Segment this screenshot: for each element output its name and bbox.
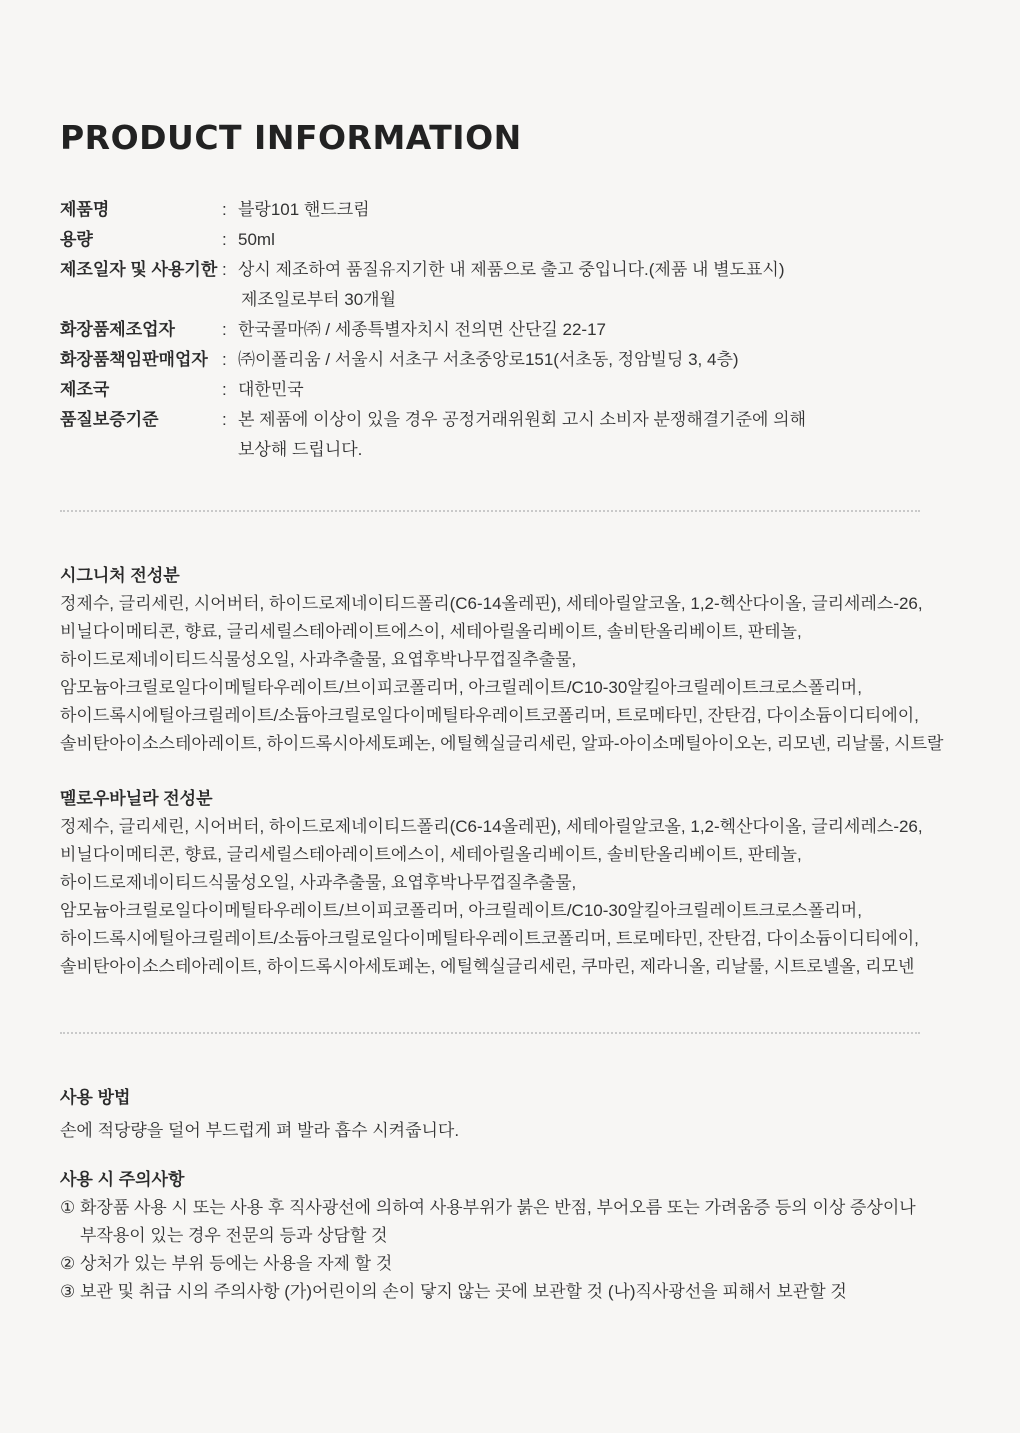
ingredient-line: 암모늄아크릴로일다이메틸타우레이트/브이피코폴리머, 아크릴레이트/C10-30알킬아크릴레이트크로스폴리머, [60,678,862,697]
ingredient-line: 하이드록시에틸아크릴레이트/소듐아크릴로일다이메틸타우레이트코폴리머, 트로메타민, 잔탄검, 다이소듐이디티에이, [60,706,919,725]
info-label: 화장품책임판매업자 [60,350,208,369]
info-row-volume [60,225,922,255]
info-value [238,315,922,345]
info-row-country [60,375,922,405]
caution-item [60,1250,922,1278]
caution-number: ② [60,1254,76,1273]
caution-body [80,1278,847,1306]
info-value-line: 보상해 드립니다. [238,440,363,459]
info-colon: : [222,260,227,279]
usage-text: 손에 적당량을 덜어 부드럽게 펴 발라 흡수 시켜줍니다. [60,1121,460,1140]
ingredient-line: 솔비탄아이소스테아레이트, 하이드록시아세토페논, 에틸헥실글리세린, 알파-아이소메틸아이오논, 리모넨, 리날룰, 시트랄 [60,734,944,753]
ingredient-line: 하이드로제네이티드식물성오일, 사과추출물, 요엽후박나무껍질추출물, [60,873,577,892]
info-value-line: ㈜이폴리움 / 서울시 서초구 서초중앙로151(서초동, 정암빌딩 3, 4층) [238,350,739,369]
caution-line: 화장품 사용 시 또는 사용 후 직사광선에 의하여 사용부위가 붉은 반점, 부어오름 또는 가려움증 등의 이상 증상이나 [80,1198,916,1217]
ingredient-line: 하이드로제네이티드식물성오일, 사과추출물, 요엽후박나무껍질추출물, [60,650,577,669]
ingredient-line: 정제수, 글리세린, 시어버터, 하이드로제네이티드폴리(C6-14올레핀), 세테아릴알코올, 1,2-헥산다이올, 글리세레스-26, [60,817,923,836]
ingredient-line: 정제수, 글리세린, 시어버터, 하이드로제네이티드폴리(C6-14올레핀), 세테아릴알코올, 1,2-헥산다이올, 글리세레스-26, [60,594,923,613]
info-value-line: 블랑101 핸드크림 [238,200,370,219]
ingredient-line: 암모늄아크릴로일다이메틸타우레이트/브이피코폴리머, 아크릴레이트/C10-30알킬아크릴레이트크로스폴리머, [60,901,862,920]
info-colon: : [222,200,227,219]
mellow-ingredients-list [60,813,922,981]
info-value [238,255,922,315]
info-label: 용량 [60,230,93,249]
caution-line: 보관 및 취급 시의 주의사항 (가)어린이의 손이 닿지 않는 곳에 보관할 것 (나)직사광선을 피해서 보관할 것 [80,1282,847,1301]
ingredient-line: 하이드록시에틸아크릴레이트/소듐아크릴로일다이메틸타우레이트코폴리머, 트로메타민, 잔탄검, 다이소듐이디티에이, [60,929,919,948]
info-colon: : [222,350,227,369]
info-row-distributor [60,345,922,375]
info-row-manufacture-expiry [60,255,922,315]
info-label: 화장품제조업자 [60,320,175,339]
info-value [238,225,922,255]
caution-body [80,1194,916,1250]
mellow-ingredients-heading: 멜로우바닐라 전성분 [60,789,213,808]
cautions-heading: 사용 시 주의사항 [60,1170,185,1189]
signature-ingredients-list [60,590,944,758]
info-row-product-name [60,195,922,225]
info-label: 제조국 [60,380,110,399]
ingredient-line: 솔비탄아이소스테아레이트, 하이드록시아세토페논, 에틸헥실글리세린, 쿠마린, 제라니올, 리날룰, 시트로넬올, 리모넨 [60,957,915,976]
info-label: 제조일자 및 사용기한 [60,260,218,279]
signature-ingredients-heading: 시그니처 전성분 [60,566,180,585]
info-value-line: 대한민국 [238,380,304,399]
ingredient-line: 비닐다이메티콘, 향료, 글리세릴스테아레이트에스이, 세테아릴올리베이트, 솔비탄올리베이트, 판테놀, [60,845,802,864]
info-value-line: 제조일로부터 30개월 [241,290,397,309]
ingredient-line: 비닐다이메티콘, 향료, 글리세릴스테아레이트에스이, 세테아릴올리베이트, 솔비탄올리베이트, 판테놀, [60,622,802,641]
page-title: PRODUCT INFORMATION [60,118,522,157]
info-row-manufacturer [60,315,922,345]
info-value [238,405,922,465]
info-value-line: 본 제품에 이상이 있을 경우 공정거래위원회 고시 소비자 분쟁해결기준에 의해 [238,410,807,429]
caution-body [80,1250,392,1278]
info-colon: : [222,380,227,399]
info-value-line: 상시 제조하여 품질유지기한 내 제품으로 출고 중입니다.(제품 내 별도표시) [238,260,785,279]
info-label: 제품명 [60,200,110,219]
info-value-line: 50ml [238,230,275,249]
info-value [238,195,922,225]
product-info-table [60,195,922,465]
info-value [238,375,922,405]
caution-line: 부작용이 있는 경우 전문의 등과 상담할 것 [80,1226,388,1245]
info-value-line: 한국콜마㈜ / 세종특별자치시 전의면 산단길 22-17 [238,320,606,339]
caution-line: 상처가 있는 부위 등에는 사용을 자제 할 것 [80,1254,393,1273]
info-colon: : [222,230,227,249]
info-colon: : [222,410,227,429]
caution-number: ① [60,1198,76,1217]
usage-heading: 사용 방법 [60,1088,131,1107]
caution-item [60,1278,922,1306]
caution-item [60,1194,922,1250]
caution-number: ③ [60,1282,76,1301]
info-value [238,345,922,375]
section-divider [60,510,920,512]
cautions-list [60,1194,922,1306]
info-colon: : [222,320,227,339]
info-row-quality-guarantee [60,405,922,465]
info-label: 품질보증기준 [60,410,159,429]
section-divider [60,1032,920,1034]
